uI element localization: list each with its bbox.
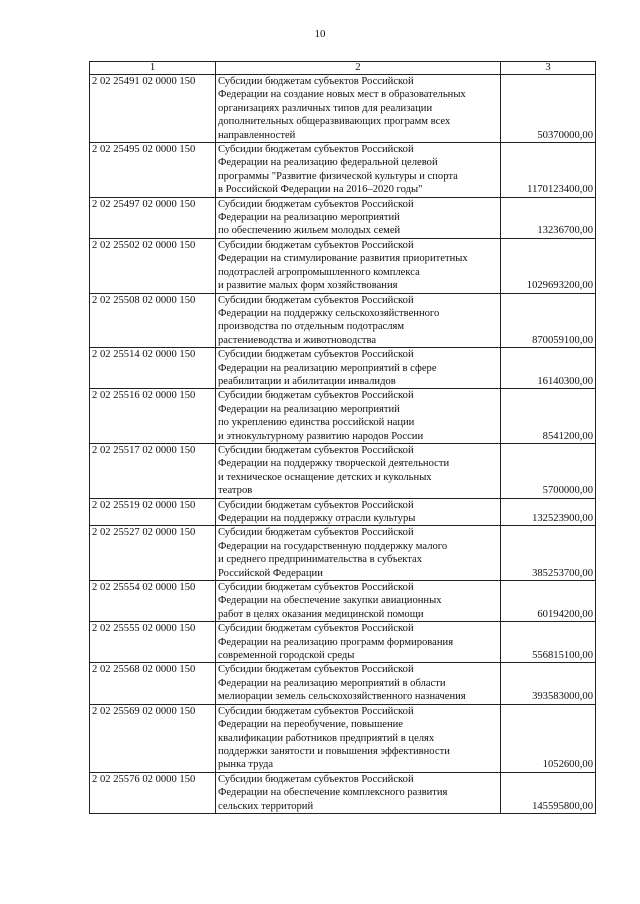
subsidy-description (216, 704, 501, 772)
classification-code: 2 02 25508 02 0000 150 (90, 293, 216, 348)
table-row (90, 143, 596, 198)
description-line: Федерации на реализацию программ формирования (218, 636, 454, 648)
description-line: работ в целях оказания медицинской помощи (218, 608, 424, 620)
amount: 385253700,00 (501, 526, 596, 581)
classification-code: 2 02 25516 02 0000 150 (90, 389, 216, 444)
description-line: Субсидии бюджетам субъектов Российской (218, 705, 414, 717)
table-row (90, 581, 596, 622)
description-line: Субсидии бюджетам субъектов Российской (218, 527, 414, 539)
description-line: Субсидии бюджетам субъектов Российской (218, 664, 414, 676)
description-line: современной городской среды (218, 650, 355, 662)
description-line: Федерации на реализацию мероприятий (218, 403, 400, 415)
subsidy-description (216, 622, 501, 663)
table-header-row (90, 62, 596, 75)
description-line: Федерации на переобучение, повышение (218, 719, 404, 731)
description-line: Российской Федерации (218, 567, 323, 579)
description-line: Субсидии бюджетам субъектов Российской (218, 239, 414, 251)
subsidy-description (216, 238, 501, 293)
description-line: и среднего предпринимательства в субъектах (218, 554, 423, 566)
description-line: подотраслей агропромышленного комплекса (218, 266, 420, 278)
description-line: Субсидии бюджетам субъектов Российской (218, 349, 414, 361)
description-line: театров (218, 485, 253, 497)
subsidy-description (216, 197, 501, 238)
amount: 60194200,00 (501, 581, 596, 622)
subsidy-description (216, 581, 501, 622)
table-row (90, 238, 596, 293)
table-row (90, 75, 596, 143)
classification-code: 2 02 25569 02 0000 150 (90, 704, 216, 772)
description-line: Федерации на государственную поддержку малого (218, 540, 448, 552)
classification-code: 2 02 25519 02 0000 150 (90, 498, 216, 526)
table-row (90, 526, 596, 581)
description-line: и развитие малых форм хозяйствования (218, 280, 398, 292)
description-line: рынка труда (218, 759, 274, 771)
subsidy-description (216, 75, 501, 143)
column-header-3: 3 (501, 62, 596, 75)
classification-code: 2 02 25576 02 0000 150 (90, 772, 216, 813)
amount: 1170123400,00 (501, 143, 596, 198)
description-line: по обеспечению жильем молодых семей (218, 225, 401, 237)
classification-code: 2 02 25555 02 0000 150 (90, 622, 216, 663)
amount: 13236700,00 (501, 197, 596, 238)
description-line: производства по отдельным подотраслям (218, 321, 405, 333)
table-row (90, 389, 596, 444)
table-body (90, 75, 596, 814)
table-row (90, 498, 596, 526)
amount: 5700000,00 (501, 443, 596, 498)
subsidy-description (216, 772, 501, 813)
description-line: Субсидии бюджетам субъектов Российской (218, 76, 414, 87)
subsidy-description (216, 348, 501, 389)
table-row (90, 348, 596, 389)
classification-code: 2 02 25514 02 0000 150 (90, 348, 216, 389)
description-line: Федерации на реализацию мероприятий в сфере (218, 362, 437, 374)
amount: 1029693200,00 (501, 238, 596, 293)
description-line: сельских территорий (218, 800, 314, 812)
description-line: Субсидии бюджетам субъектов Российской (218, 582, 414, 594)
amount: 556815100,00 (501, 622, 596, 663)
description-line: Субсидии бюджетам субъектов Российской (218, 390, 414, 402)
amount: 16140300,00 (501, 348, 596, 389)
subsidy-description (216, 663, 501, 704)
description-line: дополнительных общеразвивающих программ всех (218, 116, 451, 128)
subsidy-description (216, 293, 501, 348)
column-header-2: 2 (216, 62, 501, 75)
description-line: Федерации на обеспечение комплексного развития (218, 787, 448, 799)
description-line: Субсидии бюджетам субъектов Российской (218, 773, 414, 785)
description-line: растениеводства и животноводства (218, 334, 377, 346)
subsidy-description (216, 498, 501, 526)
amount: 50370000,00 (501, 75, 596, 143)
amount: 1052600,00 (501, 704, 596, 772)
subsidy-description (216, 443, 501, 498)
description-line: Субсидии бюджетам субъектов Российской (218, 198, 414, 210)
subsidy-description (216, 526, 501, 581)
amount: 393583000,00 (501, 663, 596, 704)
description-line: Федерации на реализацию мероприятий в области (218, 677, 446, 689)
description-line: программы "Развитие физической культуры и спорта (218, 170, 458, 182)
description-line: реабилитации и абилитации инвалидов (218, 375, 396, 387)
description-line: организациях различных типов для реализации (218, 102, 433, 114)
table-row (90, 663, 596, 704)
amount: 8541200,00 (501, 389, 596, 444)
description-line: по укреплению единства российской нации (218, 417, 415, 429)
description-line: Федерации на обеспечение закупки авиационных (218, 595, 442, 607)
description-line: Федерации на создание новых мест в образовательных (218, 89, 466, 101)
description-line: поддержки занятости и повышения эффективности (218, 745, 450, 757)
classification-code: 2 02 25568 02 0000 150 (90, 663, 216, 704)
classification-code: 2 02 25491 02 0000 150 (90, 75, 216, 143)
table-row (90, 772, 596, 813)
description-line: Федерации на реализацию федеральной целевой (218, 157, 438, 169)
description-line: мелиорации земель сельскохозяйственного назначения (218, 691, 466, 703)
classification-code: 2 02 25502 02 0000 150 (90, 238, 216, 293)
description-line: и техническое оснащение детских и кукольных (218, 471, 432, 483)
description-line: и этнокультурному развитию народов России (218, 430, 424, 442)
description-line: Субсидии бюджетам субъектов Российской (218, 444, 414, 456)
page-number: 10 (314, 28, 326, 40)
classification-code: 2 02 25554 02 0000 150 (90, 581, 216, 622)
subsidy-description (216, 143, 501, 198)
classification-code: 2 02 25495 02 0000 150 (90, 143, 216, 198)
description-line: направленностей (218, 129, 296, 141)
description-line: Субсидии бюджетам субъектов Российской (218, 144, 414, 156)
description-line: Федерации на стимулирование развития приоритетных (218, 253, 468, 265)
column-header-1: 1 (90, 62, 216, 75)
subsidy-description (216, 389, 501, 444)
classification-code: 2 02 25517 02 0000 150 (90, 443, 216, 498)
amount: 132523900,00 (501, 498, 596, 526)
amount: 145595800,00 (501, 772, 596, 813)
description-line: Субсидии бюджетам субъектов Российской (218, 294, 414, 306)
amount: 870059100,00 (501, 293, 596, 348)
description-line: Субсидии бюджетам субъектов Российской (218, 623, 414, 635)
table-row (90, 443, 596, 498)
table-row (90, 293, 596, 348)
description-line: в Российской Федерации на 2016–2020 годы" (218, 184, 423, 196)
classification-code: 2 02 25497 02 0000 150 (90, 197, 216, 238)
table-row (90, 197, 596, 238)
description-line: Субсидии бюджетам субъектов Российской (218, 499, 414, 511)
table-row (90, 622, 596, 663)
description-line: Федерации на реализацию мероприятий (218, 212, 400, 224)
classification-code: 2 02 25527 02 0000 150 (90, 526, 216, 581)
description-line: Федерации на поддержку отрасли культуры (218, 513, 416, 524)
table-row (90, 704, 596, 772)
description-line: Федерации на поддержку сельскохозяйственного (218, 307, 440, 319)
budget-table (89, 61, 596, 814)
description-line: Федерации на поддержку творческой деятельности (218, 458, 450, 470)
description-line: квалификации работников предприятий в целях (218, 732, 435, 744)
